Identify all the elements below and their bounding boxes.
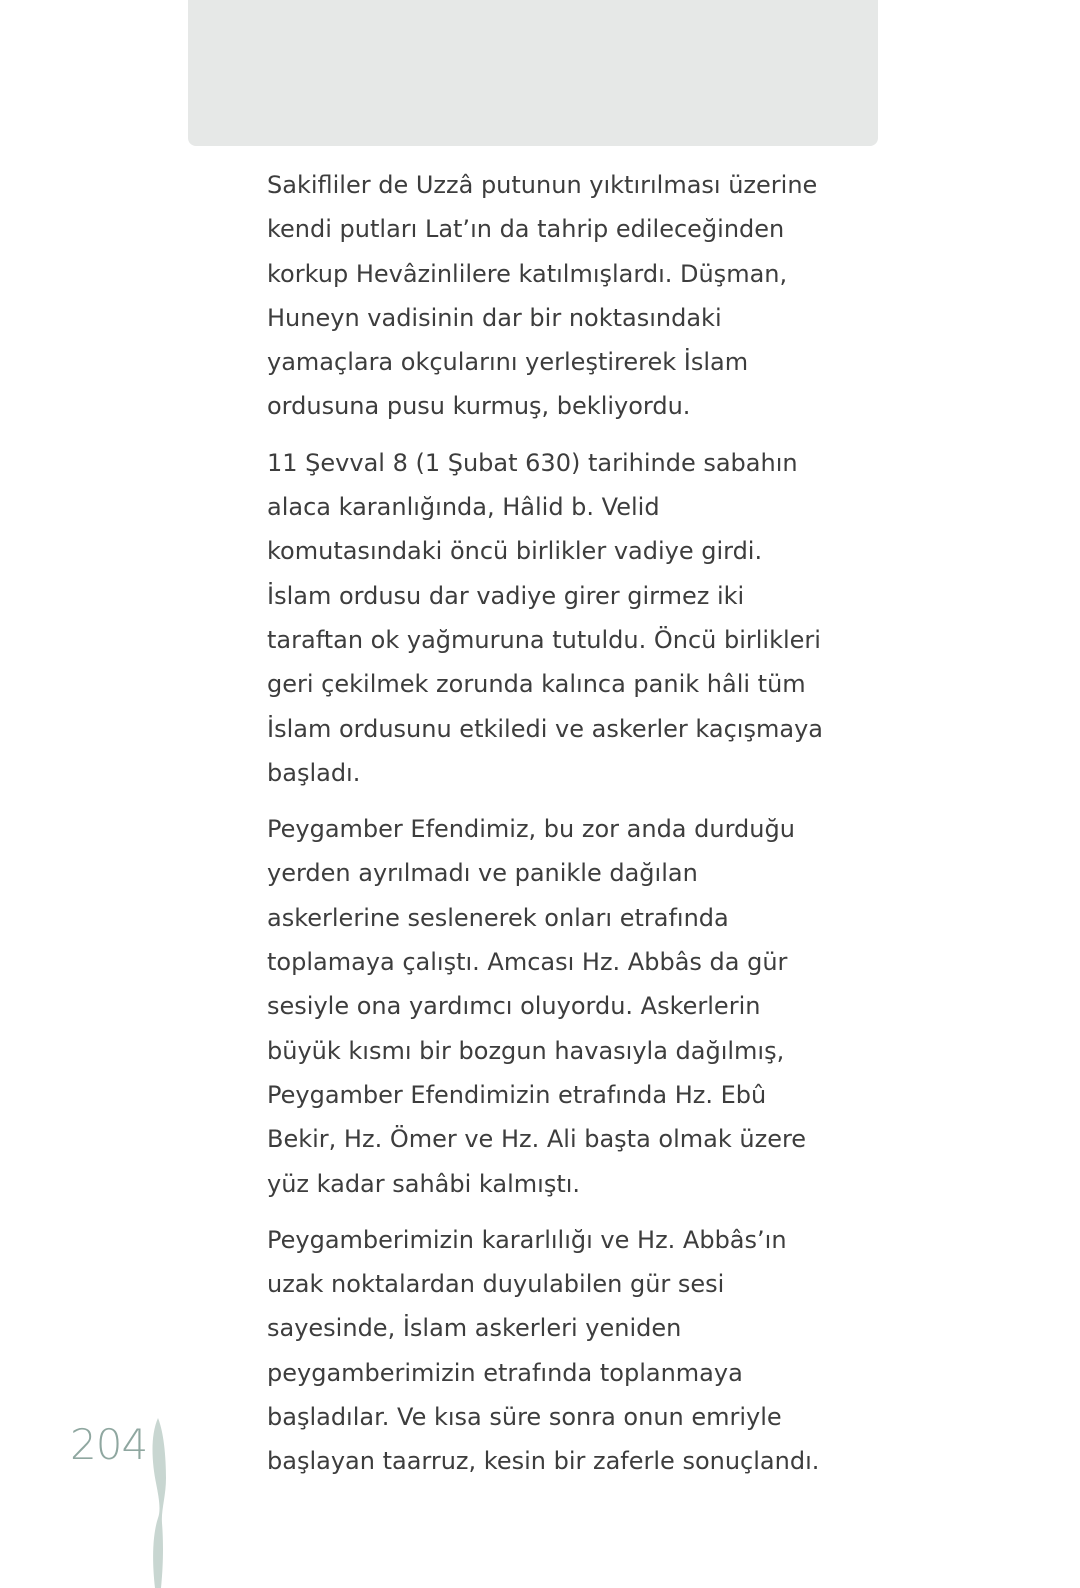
paragraph-3: Peygamber Efendimiz, bu zor anda durduğu yerden ayrılmadı ve panikle dağılan askerlerine seslenerek onları etrafında toplamaya çalıştı. Amcası Hz. Abbâs da gür sesiyle ona yardımcı oluyordu. Askerlerin büyük kısmı bir bozgun havasıyla dağılmış, Peygamber Efendimizin etrafında Hz. Ebû Bekir, Hz. Ömer ve Hz. Ali başta olmak üzere yüz kadar sahâbi kalmıştı. bbox=[267, 815, 807, 1198]
paragraph-1: Sakifliler de Uzzâ putunun yıktırılması üzerine kendi putları Lat’ın da tahrip edileceğinden korkup Hevâzinlilere katılmışlardı. Düşman, Huneyn vadisinin dar bir noktasındaki yamaçlara okçularını yerleştirerek İslam ordusuna pusu kurmuş, bekliyordu. bbox=[267, 171, 818, 421]
decorative-ornament-icon bbox=[146, 1418, 170, 1588]
paragraph-2: 11 Şevval 8 (1 Şubat 630) tarihinde sabahın alaca karanlığında, Hâlid b. Velid komutasındaki öncü birlikler vadiye girdi. İslam ordusu dar vadiye girer girmez iki taraftan ok yağmuruna tutuldu. Öncü birlikleri geri çekilmek zorunda kalınca panik hâli tüm İslam ordusunu etkiledi ve askerler kaçışmaya başladı. bbox=[267, 448, 823, 787]
paragraph-4: Peygamberimizin kararlılığı ve Hz. Abbâs’ın uzak noktalardan duyulabilen gür sesi sayesinde, İslam askerleri yeniden peygamberimizin etrafında toplanmaya başladılar. Ve kısa süre sonra onun emriyle başlayan taarruz, kesin bir zaferle sonuçlandı. bbox=[267, 1225, 820, 1476]
header-image-placeholder bbox=[188, 0, 878, 146]
page-number: 204 bbox=[70, 1420, 148, 1469]
body-text bbox=[267, 163, 827, 1496]
